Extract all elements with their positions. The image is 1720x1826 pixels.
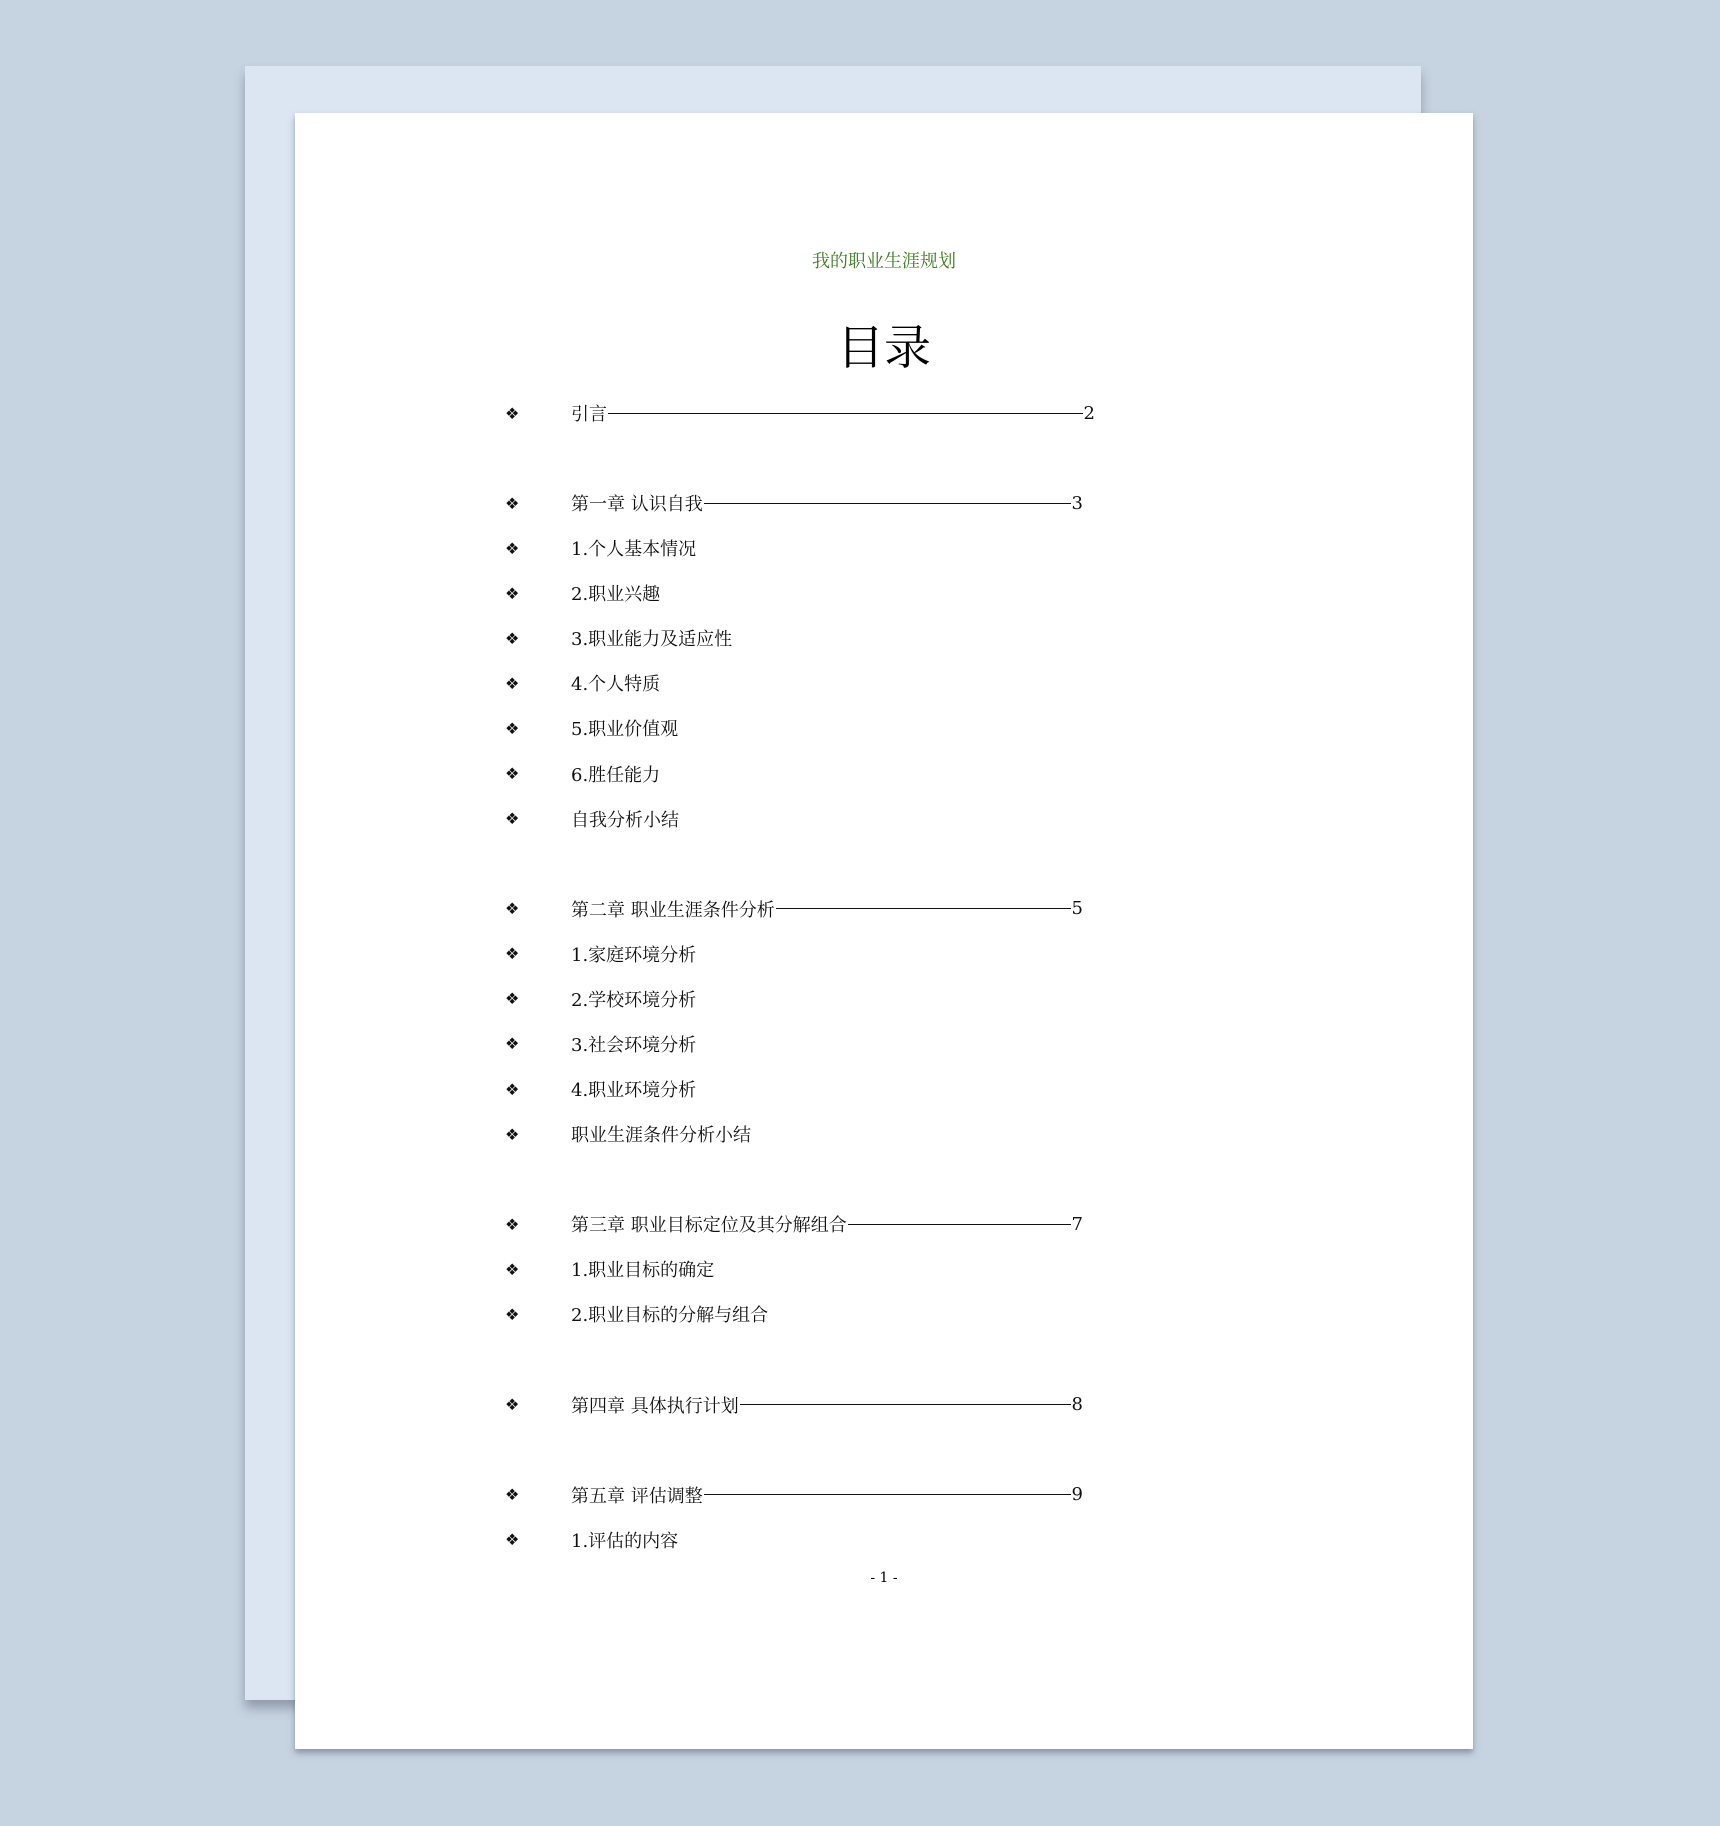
diamond-bullet-icon: ❖ (505, 1395, 520, 1415)
diamond-bullet-icon: ❖ (505, 899, 520, 919)
diamond-bullet-icon: ❖ (505, 1079, 520, 1099)
toc-entry-text: 4.个人特质 (571, 674, 661, 696)
toc-entry-text: 1.职业目标的确定 (571, 1260, 715, 1282)
toc-entry-text: 第四章 具体执行计划 (571, 1395, 739, 1417)
toc-entry[interactable] (505, 623, 732, 653)
toc-entry-text: 2.学校环境分析 (571, 989, 697, 1011)
toc-entry[interactable] (505, 1029, 696, 1059)
toc-chapter-entry[interactable] (505, 1209, 1083, 1239)
diamond-bullet-icon: ❖ (505, 1485, 520, 1505)
diamond-bullet-icon: ❖ (505, 403, 520, 423)
toc-leader-line (776, 908, 1071, 909)
diamond-bullet-icon: ❖ (505, 809, 520, 829)
toc-entry-text: 第五章 评估调整 (571, 1485, 703, 1507)
toc-entry-text: 第一章 认识自我 (571, 494, 703, 516)
toc-chapter-entry[interactable] (505, 894, 1083, 924)
toc-entry-text: 1.评估的内容 (571, 1530, 679, 1552)
toc-entry-text: 2.职业兴趣 (571, 584, 661, 606)
toc-entry[interactable] (505, 668, 660, 698)
toc-entry[interactable] (505, 984, 696, 1014)
diamond-bullet-icon: ❖ (505, 538, 520, 558)
diamond-bullet-icon: ❖ (505, 764, 520, 784)
toc-entry-text: 第二章 职业生涯条件分析 (571, 899, 775, 921)
toc-page-number: 5 (1071, 898, 1083, 920)
toc-entry[interactable] (505, 1299, 768, 1329)
diamond-bullet-icon: ❖ (505, 583, 520, 603)
toc-page-number: 9 (1071, 1484, 1083, 1506)
toc-entry-text: 6.胜任能力 (571, 764, 661, 786)
toc-entry[interactable] (505, 533, 696, 563)
toc-entry-text: 4.职业环境分析 (571, 1080, 697, 1102)
toc-entry[interactable] (505, 759, 660, 789)
diamond-bullet-icon: ❖ (505, 1259, 520, 1279)
toc-leader-line (740, 1404, 1071, 1405)
toc-entry-text: 第三章 职业目标定位及其分解组合 (571, 1215, 847, 1237)
toc-entry-text: 3.社会环境分析 (571, 1034, 697, 1056)
diamond-bullet-icon: ❖ (505, 673, 520, 693)
page-number: - 1 - (870, 1570, 898, 1586)
toc-entry[interactable] (505, 1074, 696, 1104)
toc-title: 目录 (837, 321, 931, 376)
toc-entry-text: 引言 (571, 404, 607, 425)
toc-entry[interactable] (505, 939, 696, 969)
toc-entry[interactable] (505, 578, 660, 608)
diamond-bullet-icon: ❖ (505, 628, 520, 648)
toc-entry-text: 职业生涯条件分析小结 (571, 1125, 751, 1147)
diamond-bullet-icon: ❖ (505, 1530, 520, 1550)
toc-entry-text: 自我分析小结 (571, 809, 679, 831)
toc-page-number: 2 (1083, 402, 1095, 424)
toc-entry[interactable] (505, 804, 679, 834)
toc-leader-line (848, 1224, 1071, 1225)
diamond-bullet-icon: ❖ (505, 989, 520, 1009)
diamond-bullet-icon: ❖ (505, 944, 520, 964)
diamond-bullet-icon: ❖ (505, 1034, 520, 1054)
toc-entry[interactable] (505, 713, 678, 743)
document-header: 我的职业生涯规划 (812, 251, 956, 272)
toc-leader-line (608, 413, 1083, 414)
toc-chapter-entry[interactable] (505, 398, 1095, 428)
toc-entry-text: 1.家庭环境分析 (571, 944, 697, 966)
toc-entry-text: 5.职业价值观 (571, 719, 679, 741)
toc-chapter-entry[interactable] (505, 1480, 1083, 1510)
toc-chapter-entry[interactable] (505, 488, 1083, 518)
toc-page-number: 8 (1071, 1394, 1083, 1416)
toc-page-number: 3 (1071, 492, 1083, 514)
toc-entry[interactable] (505, 1525, 678, 1555)
toc-entry[interactable] (505, 1119, 751, 1149)
toc-entry-text: 1.个人基本情况 (571, 539, 697, 561)
toc-page-number: 7 (1071, 1213, 1083, 1235)
diamond-bullet-icon: ❖ (505, 1124, 520, 1144)
toc-entry-text: 3.职业能力及适应性 (571, 629, 733, 651)
diamond-bullet-icon: ❖ (505, 718, 520, 738)
document-page (295, 113, 1473, 1749)
diamond-bullet-icon: ❖ (505, 493, 520, 513)
toc-entry-text: 2.职业目标的分解与组合 (571, 1305, 769, 1327)
diamond-bullet-icon: ❖ (505, 1214, 520, 1234)
toc-leader-line (704, 1494, 1071, 1495)
toc-leader-line (704, 503, 1071, 504)
diamond-bullet-icon: ❖ (505, 1304, 520, 1324)
toc-entry[interactable] (505, 1254, 714, 1284)
toc-chapter-entry[interactable] (505, 1390, 1083, 1420)
